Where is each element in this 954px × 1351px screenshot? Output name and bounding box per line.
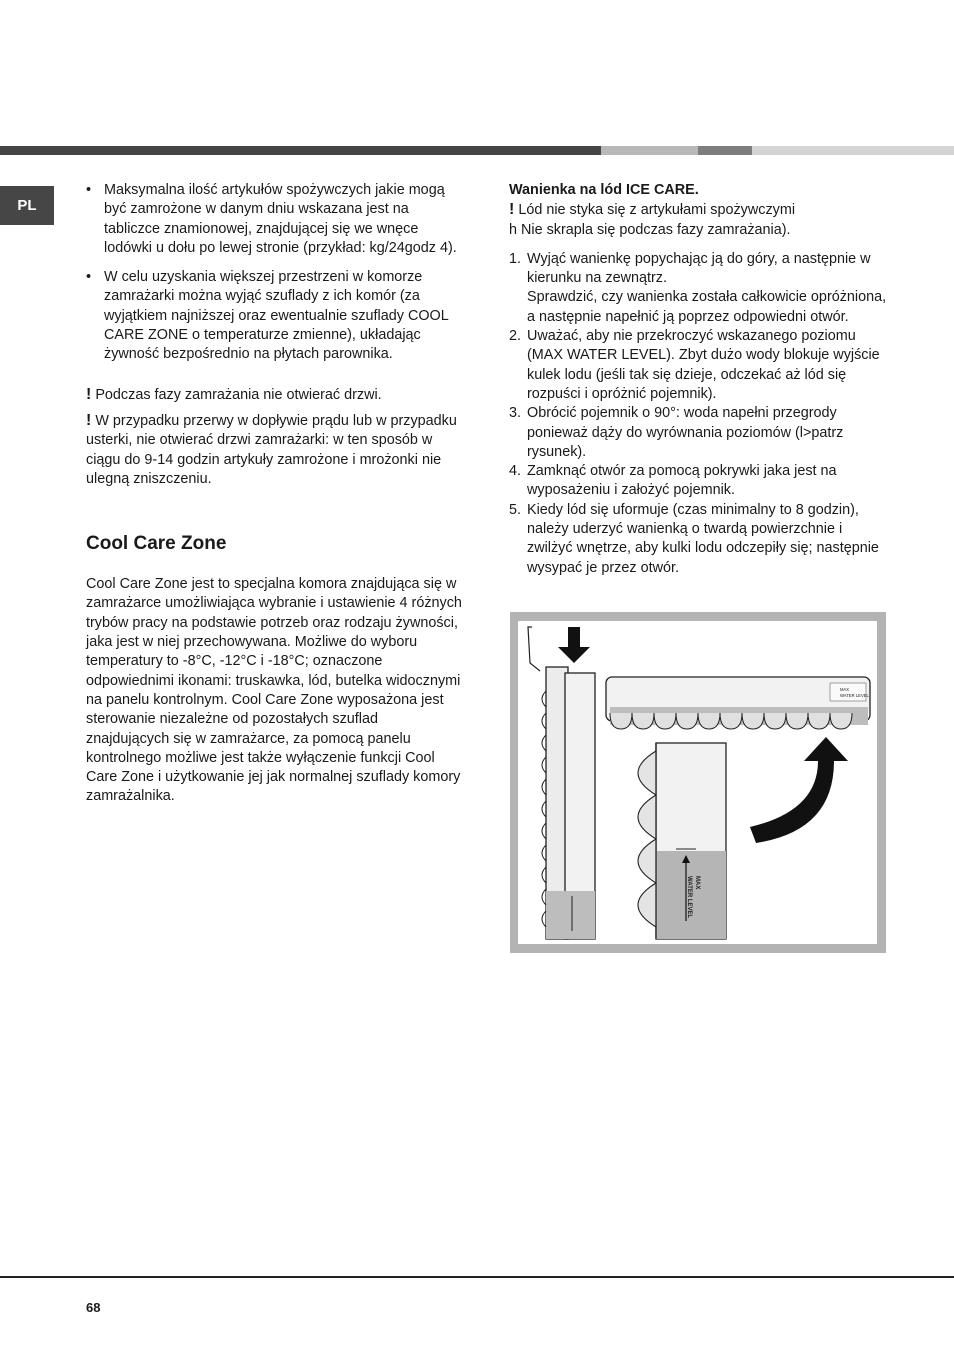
max-label: MAX — [694, 876, 700, 890]
warning-icon: ! — [86, 411, 92, 429]
section-body: Cool Care Zone jest to specjalna komora znajdująca się w zamrażarce umożliwiająca wybranie i ustawienie 4 różnych trybów pracy na podstawie potrzeb oraz rodzaju żywności, jaka jest w niej przechowywana. Możliwe do wyboru temperatury to -8°C, -12°C i -18°C; oznaczone odpowiednimi ikonami: truskawka, lód, butelka widocznymi na panelu kontrolnym. Cool Care Zone wyposażona jest sterowanie niezależne od pozostałych szuflad znajdujących się w zamrażarce, za pomocą panelu kontrolnego możliwe jest także wyłączenie funkcji Cool Care Zone i użytkowanie jej jak normalnej szuflady komory zamrażalnika. — [86, 576, 462, 805]
warning-note — [86, 411, 464, 489]
step-text: Obrócić pojemnik o 90°: woda napełni przegrody ponieważ dąży do wyrównania poziomów (l>patrz rysunek). — [527, 405, 844, 460]
page-number: 68 — [86, 1300, 101, 1315]
bullet-item: • W celu uzyskania większej przestrzeni w komorze zamrażarki można wyjąć szuflady z ich komór (za wyjątkiem najniższej oraz ewentualnie szuflady COOL CARE ZONE o temperaturze zmienne), układając żywność bezpośrednio na płytach parownika. — [86, 268, 464, 364]
step-number: 5. — [509, 501, 522, 518]
illustration-canvas — [518, 621, 877, 944]
header-bar-segment — [752, 146, 954, 155]
step-item — [509, 404, 889, 462]
left-column — [86, 181, 464, 807]
tilted-tray — [638, 743, 726, 939]
step-item — [509, 501, 889, 578]
vertical-tray — [528, 627, 595, 939]
push-down-arrow-icon — [558, 627, 590, 663]
warning-icon: ! — [509, 201, 515, 219]
tray-water-level-label: WATER LEVEL — [840, 693, 869, 698]
warning-icon: ! — [86, 385, 92, 403]
step-number: 1. — [509, 250, 522, 267]
header-bar-segment — [0, 146, 601, 155]
section-title: Cool Care Zone — [86, 533, 227, 555]
rotate-arrow-icon — [750, 737, 848, 843]
header-color-bar — [0, 146, 954, 155]
step-number: 2. — [509, 328, 522, 345]
step-number: 3. — [509, 405, 522, 422]
ice-care-note: h Nie skrapla się podczas fazy zamrażania). — [509, 221, 791, 238]
step-text: Uważać, aby nie przekroczyć wskazanego poziomu (MAX WATER LEVEL). Zbyt dużo wody blokuje wyjście kulek lodu (jeśli tak się dzieje, odczekać aż lód się rozpuści i opróżnić pojemnik). — [527, 328, 880, 402]
step-number: 4. — [509, 463, 522, 480]
header-bar-segment — [601, 146, 698, 155]
ice-care-heading: Wanienka na lód ICE CARE. — [509, 182, 699, 198]
right-column — [509, 181, 889, 578]
footer-rule — [0, 1276, 954, 1278]
water-level-label: WATER LEVEL — [686, 876, 692, 919]
warning-note — [86, 385, 464, 405]
horizontal-tray — [606, 677, 870, 729]
header-bar-segment — [698, 146, 752, 155]
step-text-extra: Sprawdzić, czy wanienka została całkowicie opróżniona, a następnie napełnić ją poprzez odpowiedni otwór. — [527, 289, 887, 325]
step-item — [509, 250, 889, 327]
capacity-bullets — [86, 181, 464, 365]
instruction-steps — [509, 250, 889, 578]
bullet-item: • Maksymalna ilość artykułów spożywczych jakie mogą być zamrożone w danym dniu wskazana jest na tabliczce znamionowej, znajdującej się we wnęce lodówki u dołu po lewej stronie (przykład: kg/24godz 4). — [86, 181, 464, 258]
step-text: Zamknąć otwór za pomocą pokrywki jaka jest na wyposażeniu i założyć pojemnik. — [527, 463, 837, 499]
note-text: Lód nie styka się z artykułami spożywczymi — [518, 202, 796, 219]
ice-tray-drawing — [518, 621, 877, 944]
step-text: Kiedy lód się uformuje (czas minimalny to 8 godzin), należy uderzyć wanienką o twardą powierzchnie i zwilżyć wnętrze, aby kulki lodu odczepiły się; następnie wysypać je przez otwór. — [527, 501, 879, 576]
ice-tray-illustration — [510, 612, 886, 953]
warning-text: Podczas fazy zamrażania nie otwierać drzwi. — [95, 386, 382, 403]
tray-max-label: MAX — [840, 687, 850, 692]
ice-care-note — [509, 200, 889, 220]
step-item — [509, 327, 889, 404]
step-text: Wyjąć wanienkę popychając ją do góry, a następnie w kierunku na zewnątrz. — [527, 250, 871, 287]
step-item — [509, 462, 889, 501]
warning-text: W przypadku przerwy w dopływie prądu lub w przypadku usterki, nie otwierać drzwi zamrażarki: w ten sposób w ciągu do 9-14 godzin artykuły zamrożone i mrożonki nie ulegną zniszczeniu. — [86, 412, 457, 487]
language-tab: PL — [0, 186, 54, 225]
